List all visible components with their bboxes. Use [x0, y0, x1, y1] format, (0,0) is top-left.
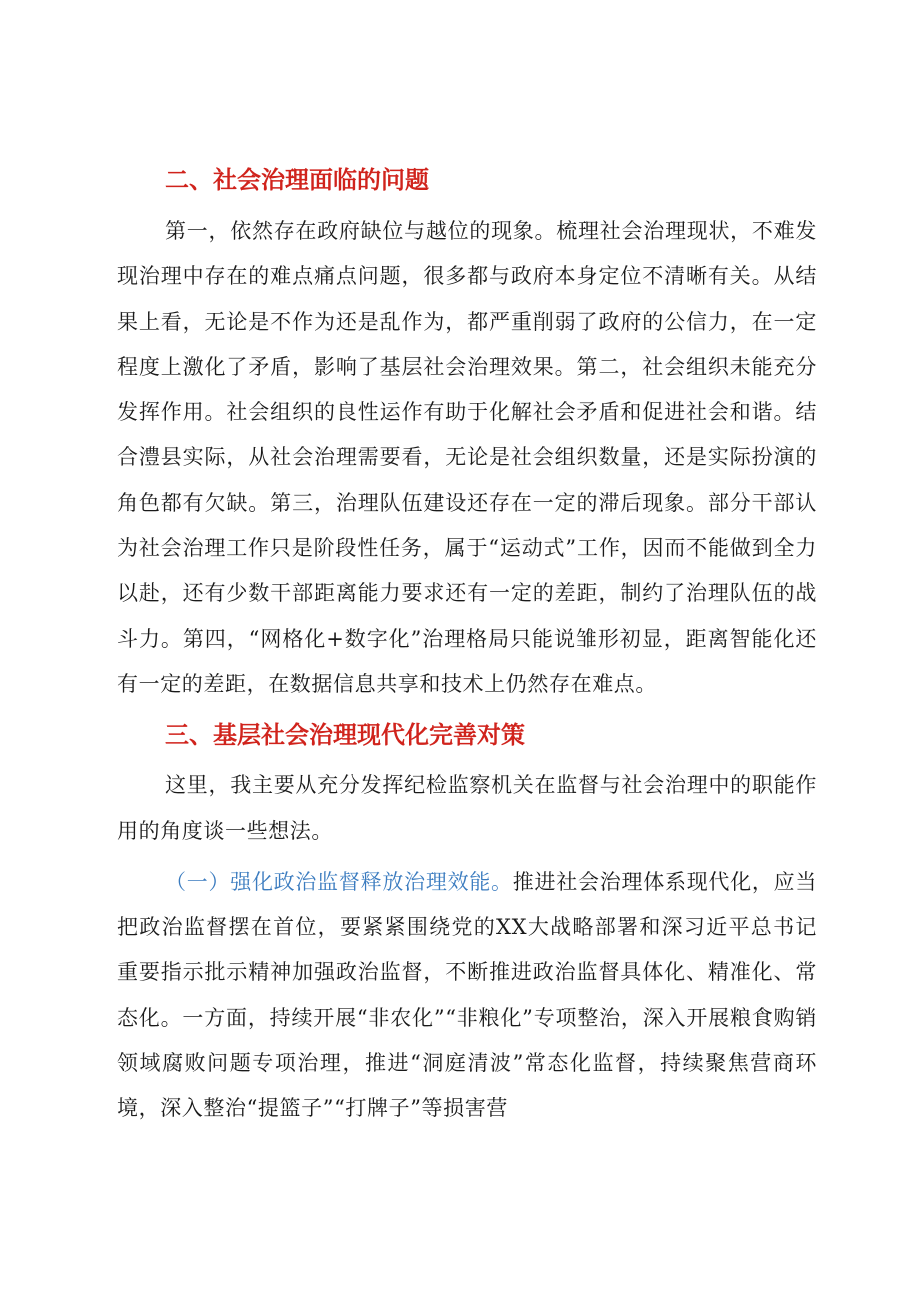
item-1-title: （一）强化政治监督释放治理效能。 [165, 869, 513, 894]
section-3-heading: 三、基层社会治理现代化完善对策 [165, 721, 525, 750]
item-1-body: 推进社会治理体系现代化，应当把政治监督摆在首位，要紧紧围绕党的XX大战略部署和深习近平总书记重要指示批示精神加强政治监督，不断推进政治监督具体化、精准化、常态化。一方面，持续开展“非农化”“非粮化”专项整治，深入开展粮食购销领域腐败问题专项治理，推进“洞庭清波”常态化监督，持续聚焦营商环境，深入整治“提篮子”“打牌子”等损害营 [117, 869, 817, 1121]
section-2-paragraph: 第一，依然存在政府缺位与越位的现象。梳理社会治理现状，不难发现治理中存在的难点痛点问题，很多都与政府本身定位不清晰有关。从结果上看，无论是不作为还是乱作为，都严重削弱了政府的公信力，在一定程度上激化了矛盾，影响了基层社会治理效果。第二，社会组织未能充分发挥作用。社会组织的良性运作有助于化解社会矛盾和促进社会和谐。结合澧县实际，从社会治理需要看，无论是社会组织数量，还是实际扮演的角色都有欠缺。第三，治理队伍建设还存在一定的滞后现象。部分干部认为社会治理工作只是阶段性任务，属于“运动式”工作，因而不能做到全力以赴，还有少数干部距离能力要求还有一定的差距，制约了治理队伍的战斗力。第四，“网格化+数字化”治理格局只能说雏形初显，距离智能化还有一定的差距，在数据信息共享和技术上仍然存在难点。 [117, 219, 817, 696]
section-3-intro: 这里，我主要从充分发挥纪检监察机关在监督与社会治理中的职能作用的角度谈一些想法。 [117, 773, 817, 843]
section-3-item-1 [117, 860, 817, 1132]
document-body [117, 160, 817, 1132]
section-2-heading: 二、社会治理面临的问题 [165, 166, 429, 194]
